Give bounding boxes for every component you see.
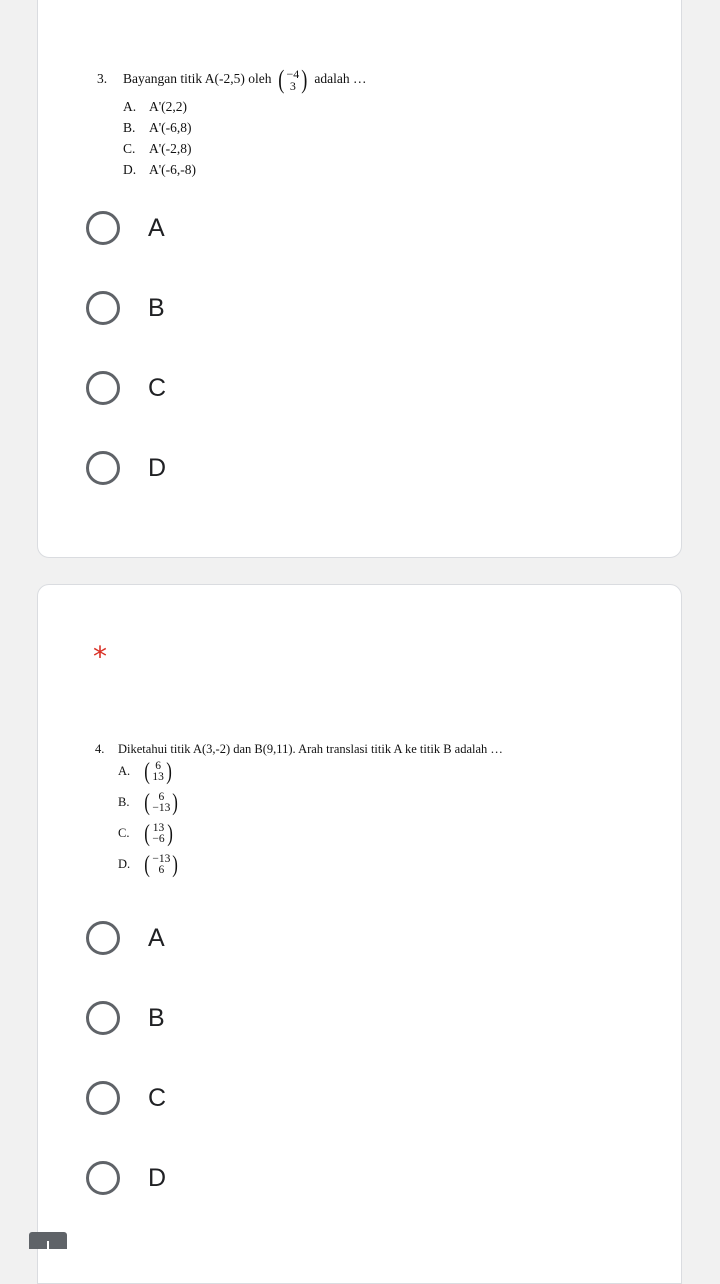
choice-label: C	[148, 1083, 167, 1112]
scroll-indicator-tab[interactable]	[29, 1232, 67, 1249]
vector-bottom: −13	[152, 802, 171, 814]
vector-top: 13	[152, 822, 165, 834]
choice-label: A	[148, 213, 165, 242]
q3-option-text: A'(-6,-8)	[149, 162, 197, 177]
choice-label: C	[148, 373, 167, 402]
required-asterisk: *	[93, 640, 107, 673]
radio-button[interactable]	[86, 921, 120, 955]
question-4-text	[95, 742, 503, 757]
vector-3-top: −4	[286, 67, 300, 81]
choice-label: D	[148, 1163, 167, 1192]
q3-option-d	[123, 162, 196, 178]
radio-button[interactable]	[86, 211, 120, 245]
q3-choice-b[interactable]	[86, 288, 165, 328]
q4-option-letter: C.	[118, 826, 130, 841]
q4-choice-d[interactable]	[86, 1158, 166, 1198]
vector-3-bottom: 3	[289, 79, 296, 93]
radio-button[interactable]	[86, 1161, 120, 1195]
question-4-number: 4.	[95, 742, 105, 756]
q4-option-a-vector: ( 6 13 )	[144, 759, 172, 785]
q3-option-letter: A.	[123, 99, 137, 114]
q3-option-letter: D.	[123, 162, 137, 177]
radio-button[interactable]	[86, 1081, 120, 1115]
choice-label: A	[148, 923, 165, 952]
q4-choice-c[interactable]	[86, 1078, 166, 1118]
radio-button[interactable]	[86, 451, 120, 485]
question-4-body: Diketahui titik A(3,-2) dan B(9,11). Arah translasi titik A ke titik B adalah …	[118, 742, 503, 756]
q3-option-text: A'(2,2)	[149, 99, 188, 114]
radio-button[interactable]	[86, 371, 120, 405]
q3-option-letter: B.	[123, 120, 136, 135]
vector-bottom: 13	[152, 771, 164, 783]
q3-choice-a[interactable]	[86, 208, 165, 248]
q4-option-b-vector: ( 6 −13 )	[144, 790, 179, 816]
q4-option-letter: D.	[118, 857, 131, 872]
q4-option-b	[118, 791, 181, 815]
question-3-text-before: Bayangan titik A(-2,5) oleh	[123, 71, 272, 87]
radio-button[interactable]	[86, 1001, 120, 1035]
q3-option-a	[123, 99, 187, 115]
q4-option-a	[118, 760, 175, 784]
radio-button[interactable]	[86, 291, 120, 325]
q3-option-text: A'(-6,8)	[149, 120, 192, 135]
vector-top: 6	[158, 791, 165, 803]
question-3-text	[97, 67, 366, 93]
vector-top: −13	[152, 853, 171, 865]
question-3-text-after: adalah …	[314, 71, 367, 87]
vector-bottom: −6	[152, 833, 165, 845]
q3-choice-c[interactable]	[86, 368, 166, 408]
q3-choice-d[interactable]	[86, 448, 166, 488]
vector-top: 6	[155, 760, 161, 772]
q3-option-b	[123, 120, 192, 136]
q4-option-d-vector: ( −13 6 )	[144, 852, 179, 878]
choice-label: D	[148, 453, 167, 482]
q4-choice-b[interactable]	[86, 998, 165, 1038]
question-3-number: 3.	[97, 71, 108, 87]
q4-option-c-vector: ( 13 −6 )	[144, 821, 173, 847]
q3-option-c	[123, 141, 192, 157]
vector-bottom: 6	[158, 864, 165, 876]
q4-option-c	[118, 822, 176, 846]
choice-label: B	[148, 293, 165, 322]
q3-option-text: A'(-2,8)	[149, 141, 192, 156]
choice-label: B	[148, 1003, 165, 1032]
q3-option-letter: C.	[123, 141, 136, 156]
q4-choice-a[interactable]	[86, 918, 165, 958]
q4-option-letter: A.	[118, 764, 131, 779]
vector-3: ( −4 3 )	[278, 65, 308, 94]
q4-option-letter: B.	[118, 795, 130, 810]
q4-option-d	[118, 853, 181, 877]
